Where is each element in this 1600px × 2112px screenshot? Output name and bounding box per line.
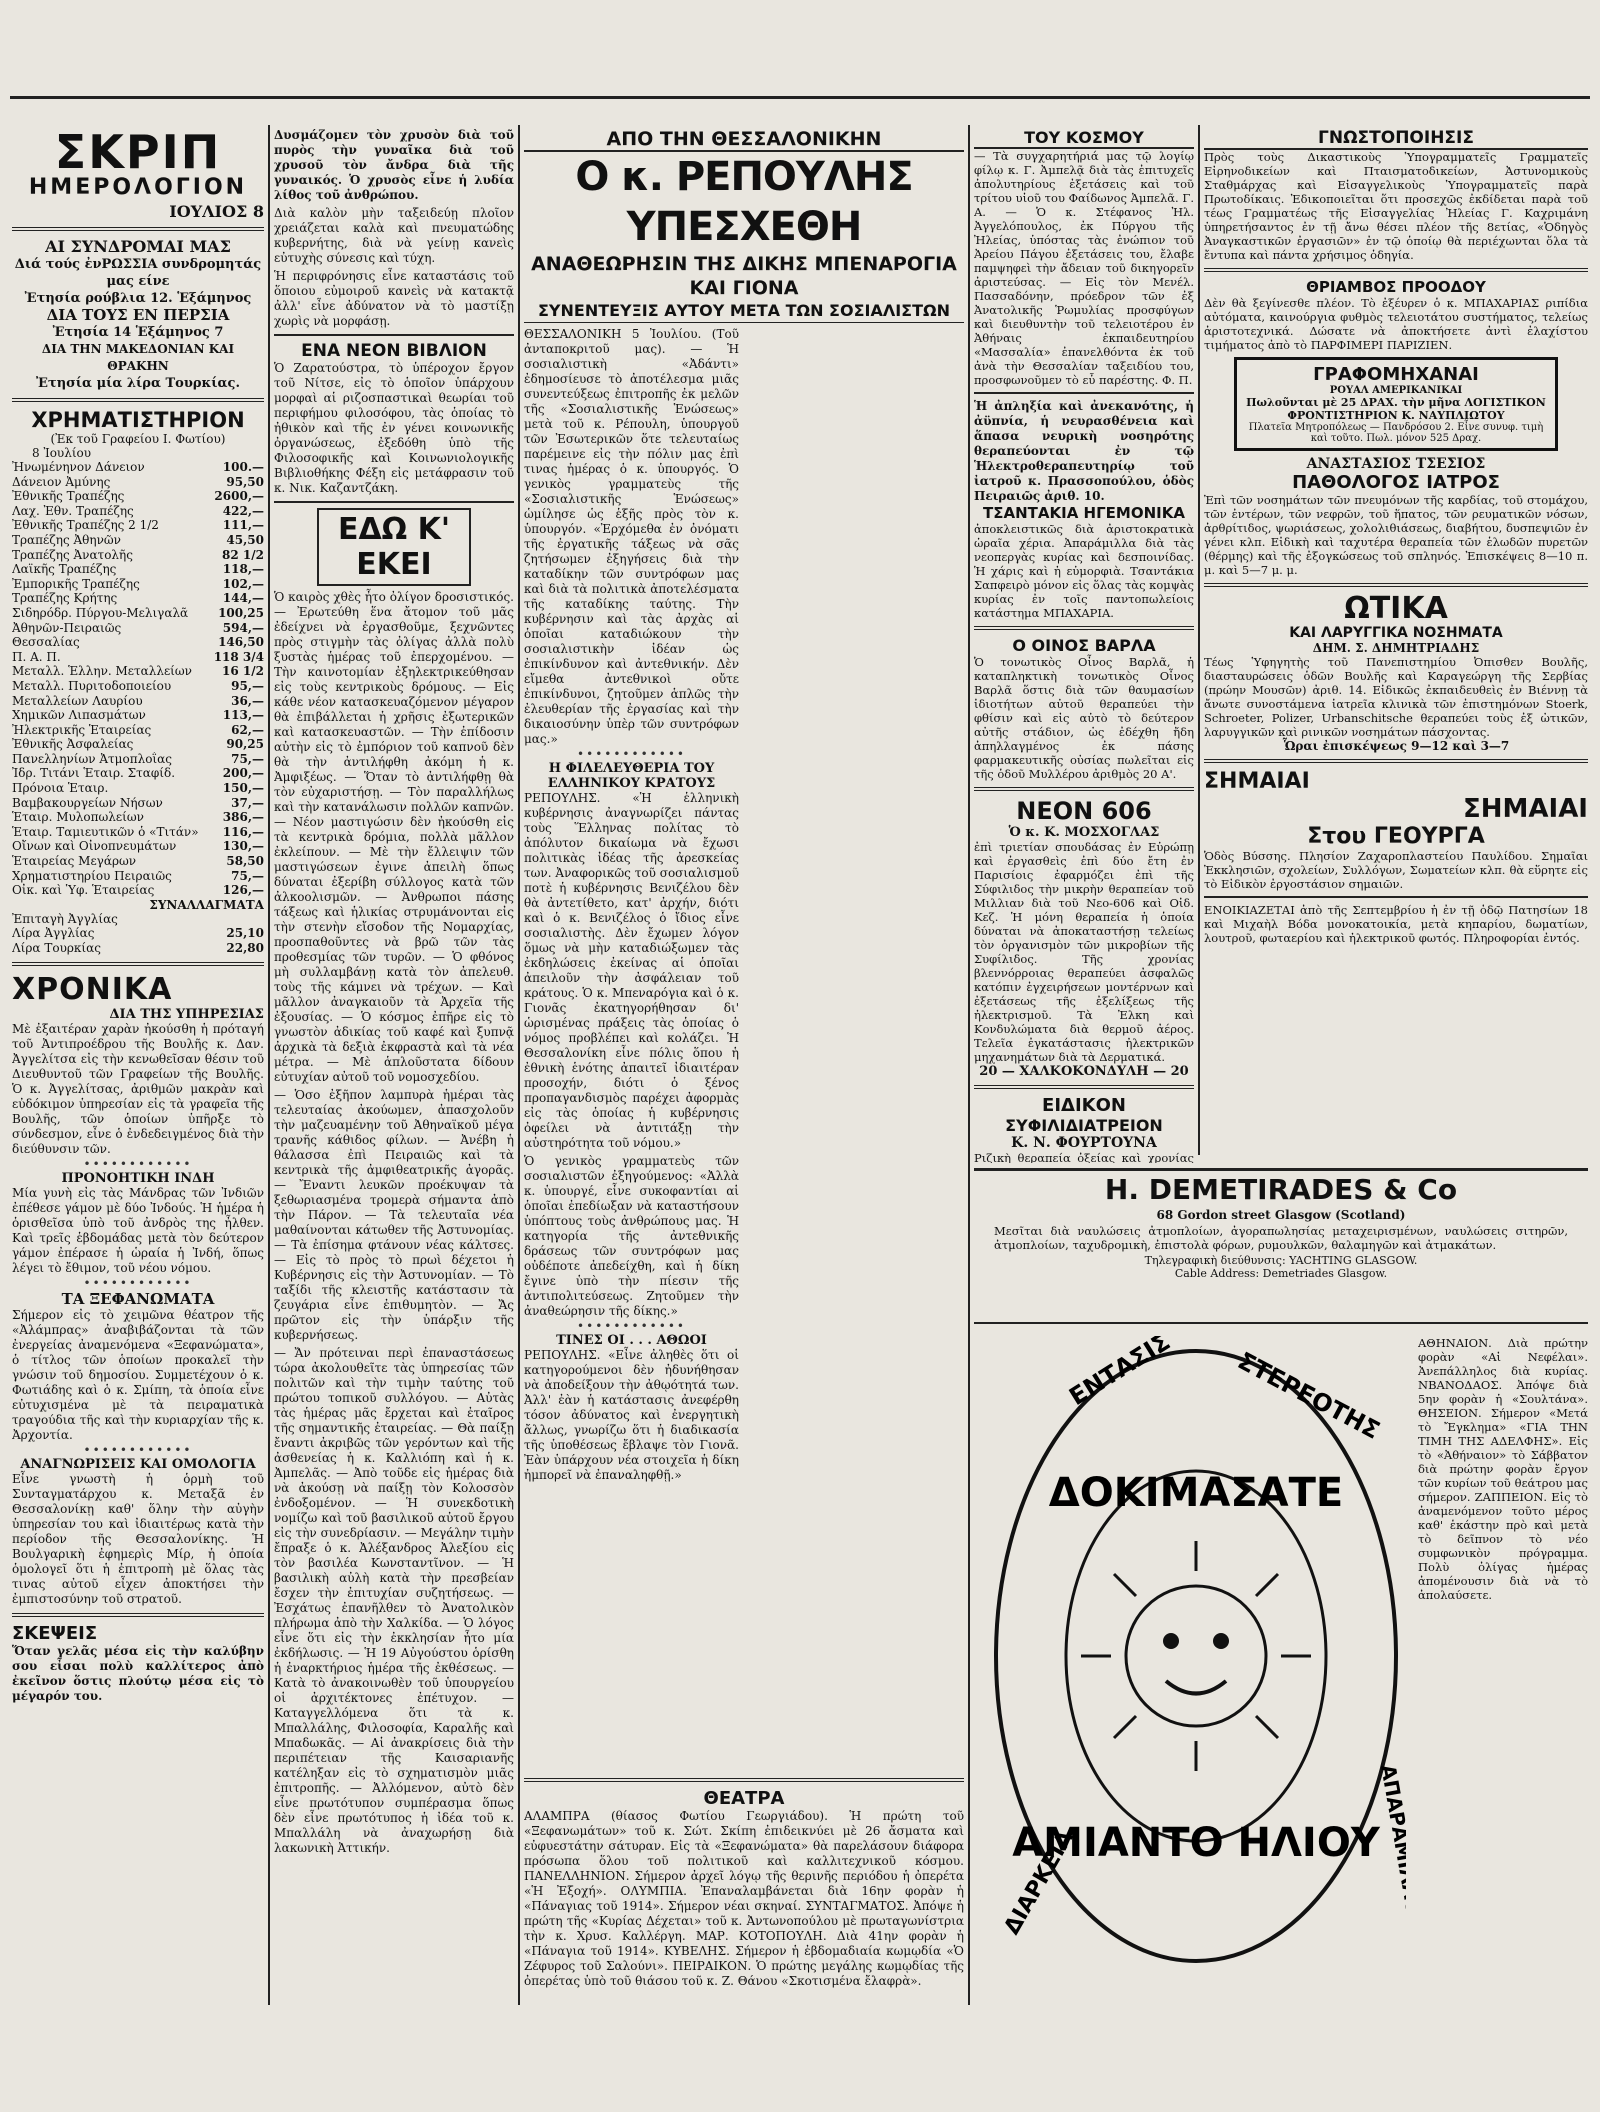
stock-value: 422,— (222, 503, 264, 518)
stock-name: Ἐθνικῆς Ἀσφαλείας (12, 737, 134, 752)
edo-kekei-title: ΕΔΩ Κ' ΕΚΕΙ (337, 512, 451, 582)
stock-name: Τραπέζης Κρήτης (12, 591, 118, 606)
aphorism: Δυσμάζομεν τὸν χρυσὸν διὰ τοῦ πυρὸς τὴν γυναῖκα διὰ τοῦ χρυσοῦ τὸν ἄνδρα διὰ τῆς γυναικός. Ὁ χρυσὸς εἶνε ἡ λυδία λίθος τοῦ ἀνθρώπου. (274, 128, 514, 202)
stock-row (12, 650, 264, 665)
stock-value: 82 1/2 (222, 547, 264, 562)
otika-name: ΔΗΜ. Σ. ΔΗΜΗΤΡΙΑΔΗΣ (1312, 641, 1480, 655)
top-header-rule (10, 96, 1590, 99)
stock-exchange-title: ΧΡΗΜΑΤΙΣΤΗΡΙΟΝ (31, 408, 245, 432)
stock-row (12, 489, 264, 504)
skepseis-body: Ὅταν γελᾶς μέσα εἰς τὴν καλύβην σου εἶσαι πολὺ καλλίτερος ἀπὸ ἐκεῖνον ὅστις πλούτῳ μέσα εἰς τὸ μέγαρόν του. (12, 1643, 264, 1703)
tsantakia-title: ΤΣΑΝΤΑΚΙΑ ΗΓΕΜΟΝΙΚΑ (983, 504, 1185, 522)
stock-name: Θεσσαλίας (12, 635, 80, 650)
stock-value: 62,— (231, 722, 264, 737)
stock-value: 100.— (222, 460, 264, 474)
eidikon-title: ΕΙΔΙΚΟΝ (1042, 1095, 1126, 1116)
otika-body: Τέως Ὑφηγητὴς τοῦ Πανεπιστημίου Ὀπισθεν Βουλῆς, διασταυρώσεις ὁδῶν Βουλῆς καὶ Καραγεώργη τῆς Σερβίας (πρώην Μουσῶν) ἀριθ. 14. Εἰδικῶς ἐκπαιδευθεὶς ἐν Βιέννῃ τὰ ἄνωτε συνοστάμενα ἰατρεῖα κλινικὰ τῶν ἐπιστημόνων Stoerk, Schroeter, Polizer, Urbanschitsche θεραπεύει τοὺς ἐξ ὠτικῶν, λαρυγγικῶν καὶ ρινικῶν νοσημάτων πάσχοντας. (1204, 655, 1588, 739)
subs-line: Διά τούς ἐνΡΩΣΣΙΑ συνδρομητάς μας είνε (14, 257, 262, 289)
tsesios-name: ΑΝΑΣΤΑΣΙΟΣ ΤΣΕΣΙΟΣ (1306, 456, 1486, 472)
stock-name: Μεταλλ. Ἑλλην. Μεταλλείων (12, 664, 192, 679)
stock-name: Ἠνωμένηνον Δάνειον (12, 460, 145, 474)
stock-row (12, 723, 264, 738)
demetriades-cable: Cable Address: Demetriades Glasgow. (1174, 1267, 1388, 1280)
stock-value: 45,50 (226, 532, 264, 547)
stock-name: Λίρα Ἀγγλίας (12, 926, 95, 941)
stock-row (12, 664, 264, 679)
skepseis-title: ΣΚΕΨΕΙΣ (12, 1622, 98, 1644)
theatra-title: ΘΕΑΤΡΑ (703, 1788, 785, 1809)
column-rule (518, 125, 520, 2005)
stock-value: 37,— (231, 795, 264, 810)
new-book-title: ΕΝΑ ΝΕΟΝ ΒΙΒΛΙΟΝ (301, 341, 487, 361)
subs-line: Ἐτησία μία λίρα Τουρκίας. (36, 376, 240, 391)
stock-row (12, 941, 264, 956)
stock-row (12, 825, 264, 840)
stock-row (12, 752, 264, 767)
stock-source: (Ἐκ τοῦ Γραφείου Ι. Φωτίου) (50, 432, 226, 446)
stock-value: 118 3/4 (213, 649, 264, 664)
stock-name: Τραπέζης Ἀνατολῆς (12, 547, 133, 562)
lead-banner: ΑΠΟ ΤΗΝ ΘΕΣΣΑΛΟΝΙΚΗΝ (524, 128, 964, 152)
stock-value: 100,25 (218, 605, 264, 620)
neon606-address: 20 — ΧΑΛΚΟΚΟΝΔΥΛΗ — 20 (979, 1064, 1189, 1079)
stock-row (12, 796, 264, 811)
column-rule (268, 125, 270, 2005)
subs-line: Ἐτησία 14 Ἑξάμηνος 7 (52, 325, 224, 340)
column-2 (274, 128, 514, 2108)
stock-row (12, 577, 264, 592)
aphorism: Ἡ περιφρόνησις εἶνε καταστάσις τοῦ ὅποιου εὐμοιροῦ κανεὶς νὰ κατακτᾷ ἀλλ' εἶνε ἀδύνατον νὰ τὸ μαστίξῃ χωρὶς νὰ μορφάσῃ. (274, 269, 514, 328)
issue-date: ΙΟΥΛΙΟΣ 8 (169, 202, 264, 221)
sun-icon (1126, 1586, 1266, 1726)
stock-value: 95,— (231, 678, 264, 693)
stock-row (12, 883, 264, 898)
stock-name: Χημικῶν Λιπασμάτων (12, 708, 146, 723)
stock-value: 25,10 (226, 926, 264, 941)
stock-name: Οἰκ. καὶ Ὑφ. Ἑταιρείας (12, 883, 155, 898)
stock-value: 36,— (231, 693, 264, 708)
notices-body: Πρὸς τοὺς Δικαστικοὺς Ὑπογραμματεῖς Γραμματεῖς Εἰρηνοδικείων καὶ Πταισματοδικείων, Ἀστυνομικοὺς Σταθμάρχας καὶ Εἰσαγγελικοὺς Ὑπογραμματεῖς παρὰ Πρωτοδίκαις. Ἐδικοποιεῖται ὅτι προσεχῶς ἐκδίδεται παρὰ τοῦ τέως Γραμματέως τῆς Εἰσαγγελίας Ἠλείας Γ. Καχριμάνη ὑπηρετήσαντος ἐν τῇ ἄνω θέσει πλέον τῆς 8ετίας, «Ὁδηγὸς Ἀναγκαστικῶν ἐργασιῶν» ἐν τῷ ὁποίῳ θὰ περιέχωνται ὅλα τὰ ἔντυπα καὶ πάντα χρήσιμος ὁδηγία. (1204, 150, 1588, 262)
stock-value: 126,— (222, 883, 264, 898)
stock-row (12, 912, 264, 927)
chronika-title: ΧΡΟΝΙΚΑ (12, 971, 173, 1007)
seal-text-top-left: ΕΝΤΑΣΙΣ (1064, 1336, 1176, 1412)
stock-name: Ἐθνικῆς Τραπέζης (12, 489, 125, 504)
stock-name: Λαχ. Ἐθν. Τραπέζης (12, 503, 134, 518)
amianto-seal (986, 1336, 1406, 1976)
stock-value: 594,— (222, 620, 264, 635)
stock-value: 22,80 (226, 941, 264, 955)
stock-name: Ἰδρ. Τιτάνι Ἑταιρ. Σταφίδ. (12, 766, 176, 781)
tines-title: ΤΙΝΕΣ ΟΙ . . . ΑΘΩΟΙ (556, 1333, 707, 1348)
stock-name: Μεταλλείων Λαυρίου (12, 693, 143, 708)
otika-title: ΩΤΙΚΑ (1344, 591, 1448, 626)
stock-name: Ἠλεκτρικῆς Ἑταιρείας (12, 722, 152, 737)
theatre-listings-body: ΑΘΗΝΑΙΟΝ. Διὰ πρώτην φορὰν «Αἱ Νεφέλαι». Ἀνεπάλληλος διὰ κυρίας. ΝΒΑΝΟΔΑΟΣ. Ἀπόψε διὰ 5ην φορὰν ἡ «Σουλτάνα». ΘΗΣΕΙΟΝ. Σήμερον «Μετά τὸ Ἔγκλημα» «ΓΙΑ ΤΗΝ ΤΙΜΗ ΤΗΣ ΑΔΕΛΦΗΣ». Εἰς τὸ «Ἀθήναιον» τὸ Σάββατον διὰ πρώτην φορὰν ἔργον τῶν κυρίων τοῦ θεάτρου μας σήμερον. ΖΑΠΠΕΙΟΝ. Εἰς τὸ ἀναμενόμενον τοῦτο μέρος καθ' ἑκάστην πρὸ καὶ μετὰ τὸ δεῖπνον τὸ νέο συμφωνικὸν πρόγραμμα. Πολὺ ὀλίγας ἡμέρας ἀπομένουσιν διὰ νὰ τὸ ἀπολαύσετε. (1418, 1336, 1588, 1602)
stock-value: 200,— (222, 766, 264, 781)
grafo-title: ΓΡΑΦΟΜΗΧΑΝΑΙ (1313, 364, 1479, 385)
stock-value: 111,— (222, 518, 264, 533)
new-book-body: Ὁ Ζαρατούστρα, τὸ ὑπέροχον ἔργον τοῦ Νίτσε, εἰς τὸ ὁποῖον ὑπάρχουν μορφαὶ αἱ ριζοσπαστικαὶ θεωρίαι τοῦ περιφήμου φιλοσόφου, τὰς ὁποίας τὸ ἠθικὸν καὶ τῆς ἐν γένει κοινωνικῆς ὀργανώσεως, ἐξεδόθη ὑπὸ τῆς Φιλοσοφικῆς καὶ Κοινωνιολογικῆς Βιβλιοθήκης Φέξη εἰς μετάφρασιν τοῦ κ. Νικ. Καζαντζάκη. (274, 361, 514, 495)
fx-title: ΣΥΝΑΛΛΑΓΜΑΤΑ (149, 897, 264, 912)
oinos-body: Ὁ τονωτικὸς Οἶνος Βαρλᾶ, ἡ καταπληκτικὴ τονωτικὸς Οἶνος Βαρλᾶ ὅστις διὰ τῶν θαυμασίων ἰδιοτήτων αὐτοῦ θεραπεύει τὴν φθίσιν καὶ εἰς αὐτὸ τὸ δεύτερον αὐτῆς στάδιον, ὡς ἐδέχθη ἤδη ἀπηλλαγμένος ἐκ πάσης φαρμακευτικῆς οὐσίας πωλεῖται εἰς τῆς ὁδοῦ Μυλλέρου ἀριθμὸς 20 Α'. (974, 655, 1194, 781)
stock-row (12, 591, 264, 606)
edo-kekei-body: — Ἄν πρότειναι περὶ ἐπαναστάσεως τώρα ἀκολουθεῖτε τὰς ὑπηρεσίας τῶν πολιτῶν καὶ τὴν τιμὴν ταύτης τοῦ πρώτου τοπικοῦ συλλόγου. — Αὐτὰς τὰς ἡμέρας μᾶς ἔρχεται καὶ ἐταῖρος τῆς σημαντικῆς ἐταιρείας. — Θὰ παίξῃ ἔναντι ἀκριβῶς τῶν γερόντων καὶ τῆς ἀσθενείας ἡ κ. Καλλιόπη καὶ ἡ κ. Ἀμπελᾶς. — Ἀπὸ τοῦδε εἰς ἡμέρας διὰ νὰ ἀκούσῃ νὰ παίξῃ τὸν Κολοσσὸν ἐνδοξομένον. — Ἡ συνεκδοτικὴ νομίζω καὶ τοῦ βασιλικοῦ αὐτοῦ ἔργου εἰς τὴν συνεδρίασιν. — Μεγάλην τιμὴν ἔπραξε ὁ κ. Ἀλέξανδρος Ἀλεξίου εἰς τὸν βασιλέα Κωνσταντῖνον. — Ἡ βασιλικὴ αὐλὴ κατὰ τὴν πρεσβείαν ἔσχεν τὴν ἐπιτυχίαν συζητήσεως. — Ἐσχάτως ἐπανῆλθεν τὸ Ἀνατολικὸν πλήρωμα ἀπὸ τὴν Χαλκίδα. — Ὁ λόγος εἶνε ὅτι εἰς τὴν ἐκκλησίαν ἦτο μία ἐκδήλωσις. — Ἡ 19 Αὐγούστου ὁρίσθη ἡ ἐναρκτήριος ἡμέρα τῆς ἐκθέσεως. — Κατὰ τὸ ἀνακοινωθὲν τοῦ ὑπουργείου οἱ ἀρχιτέκτονες ἐπέτυχον. — Καταγγελλόμενα ὅτι τὰ κ. Μπαλλάλης, Φιλοσοφία, Καραλῆς καὶ Μπαδωκᾶς. — Αἱ ἀνακρίσεις διὰ τὴν περιπέτειαν τῆς Καισαριανῆς κατέληξαν εἰς τὸ σχηματισμὸν μιᾶς ἐπιτροπῆς. — Ἀλλόμενον, αὐτὸ δὲν εἶνε πρωτότυπον συμπέρασμα ὅπως δὲν εἶνε πρωτότυπος ἡ ἰδέα τοῦ κ. Μπαλλάλη νὰ ἀναχωρήσῃ διὰ λακωνικὴ Ἀττικήν. (274, 1346, 514, 1855)
stock-value (260, 912, 264, 927)
stock-value: 90,25 (226, 737, 264, 752)
stock-row (12, 562, 264, 577)
stock-name: Ἐπιταγὴ Ἀγγλίας (12, 911, 118, 926)
pronoitiki-body: Μία γυνὴ εἰς τὰς Μάνδρας τῶν Ἰνδιῶν ἐπέθεσε γάμον μὲ δύο Ἰνδούς. Ἡ ἡμέρα ἡ ὁρισθεῖσα ὑπὸ τοῦ ἀνδρὸς της ἦλθεν. Καὶ τρεῖς ἑβδομάδας μετὰ τὸν δεύτερον γάμον ἐπέρασε ἡ ὡραία ἡ Ἰνδή, ὅπως λέγει τὸ ἔθιμον, τοῦ νέου νόμου. (12, 1185, 264, 1275)
theatre-listings-column (1418, 1336, 1588, 1976)
tines-body: ΡΕΠΟΥΛΗΣ. «Εἶνε ἀληθὲς ὅτι οἱ κατηγορούμενοι δὲν ἠδυνήθησαν νὰ ἀποδείξουν τὴν ἀθῳότητά των. Ἀλλ' ἐὰν ἡ κατάστασις ἀνεφέρθη τόσον ἀδύνατος καὶ ἐνεργητικὴ ἄλλως, γνωρίζω ὅτι ἡ διαδικασία τῆς ὑποθέσεως ἔβλαψε τὸν Γιονᾶ. Ἐὰν ὑπάρχουν νέα στοιχεῖα ἡ δίκη ἠμπορεῖ νὰ ἐπαναληφθῇ.» (524, 1348, 739, 1482)
stock-value: 58,50 (226, 854, 264, 869)
filelef-body: Ὁ γενικὸς γραμματεὺς τῶν σοσιαλιστῶν ἐξηγούμενος: «Ἀλλὰ κ. ὑπουργέ, εἶνε συκοφαντίαι αἱ ὁποῖαι ἐπεδίωξαν νὰ καταστήσουν ὑπόπτους τοὺς ἀνθρώπους μας. Ἡ κατηγορία τῆς ἀντεθνικῆς δράσεως τῶν συντρόφων μας οὐδέποτε ἀπεδείχθη, καὶ ἡ δίκη ἔγινε ὑπὸ τὴν πίεσιν τῆς ἀντιπολιτεύσεως. Ζητοῦμεν τὴν ἀναθεώρησιν τῆς δίκης.» (524, 1154, 739, 1318)
stock-row (12, 635, 264, 650)
column-rule (968, 125, 970, 2005)
aphorism: Διὰ καλὸν μὴν ταξειδεύῃ πλοῖον χρειάζεται καλὰ καὶ πνευματώδης κυβερνήτης, διὰ νὰ γείνῃ κανεὶς εὐτυχὴς σύνεσις καὶ τύχη. (274, 206, 514, 265)
demetriades-ad (974, 1172, 1588, 1322)
lead-subhead-2: ΣΥΝΕΝΤΕΥΞΙΣ ΑΥΤΟΥ ΜΕΤΑ ΤΩΝ ΣΟΣΙΑΛΙΣΤΩΝ (524, 300, 964, 323)
grafo-subtitle: ΡΟΥΑΛ ΑΜΕΡΙΚΑΝΙΚΑΙ (1329, 385, 1463, 396)
stock-row (12, 518, 264, 533)
stock-row (12, 926, 264, 941)
lower-right-divider (974, 1168, 1588, 1171)
tsesios-title: ΠΑΘΟΛΟΓΟΣ ΙΑΤΡΟΣ (1292, 472, 1500, 493)
stock-row (12, 708, 264, 723)
stock-value: 146,50 (218, 635, 264, 650)
filelef-body: ΡΕΠΟΥΛΗΣ. «Ἡ ἑλληνικὴ κυβέρνησις ἀναγνωρίζει πάντας τοὺς Ἕλληνας πολίτας τὸ ἀπόλυτον δικαίωμα νὰ ἔχωσι πολιτικὰς ἰδέας τῆς ἀρεσκείας των. Ἀναφορικῶς τοῦ σοσιαλισμοῦ ποτὲ ἡ κυβέρνησις Βενιζέλου δὲν θὰ ἀντετίθετο, κατ' ἀρχήν, διότι καὶ ὁ κ. Βενιζέλος ὁ ἴδιος εἶνε σοσιαλιστὴς. Δὲν ἔχωμεν λόγον ὅμως νὰ μὴν καταδιώξωμεν τὰς ἐκδηλώσεις ἐκείνας αἱ ὁποῖαι ἀπειλοῦν τὴν ἀσφάλειαν τοῦ κράτους. Ὁ κ. Μπεναρόγια καὶ ὁ κ. Γιονᾶς ἐκατηγορήθησαν δι' ὡρισμένας πράξεις τὰς ὁποίας ὁ νόμος προβλέπει καὶ κολάζει. Ἡ Θεσσαλονίκη εἶνε πόλις ὅπου ἡ ἐθνικὴ ἑνότης ἀπαιτεῖ ἰδιαιτέραν προσοχήν, διότι ὁ ξένος προπαγανδισμὸς παρέχει ἀφορμὰς εἰς τὰς ὁποίας ἡ κυβέρνησις ὀφείλει νὰ ἀντιτάξῃ τὴν αὐστηρότητα τοῦ νόμου.» (524, 791, 739, 1150)
column-3-lead (524, 128, 964, 2108)
otika-title-2: ΚΑΙ ΛΑΡΥΓΓΙΚΑ ΝΟΣΗΜΑΤΑ (1289, 625, 1503, 641)
grafo-body: Πωλοῦνται μὲ 25 ΔΡΑΧ. τὴν μῆνα ΛΟΓΙΣΤΙΚΟΝ ΦΡΟΝΤΙΣΤΗΡΙΟΝ Κ. ΝΑΥΠΛΙΩΤΟΥ (1246, 396, 1546, 422)
stock-row (12, 766, 264, 781)
grafo-body-2: Πλατεῖα Μητροπόλεως — Πανδρόσου 2. Εἶνε συνυφ. τιμὴ καὶ τοῦτο. Πωλ. μόνον 525 Δραχ. (1248, 422, 1544, 444)
tsantakia-body: ἀποκλειστικῶς διὰ ἀριστοκρατικὰ ὡραῖα χέρια. Ἀπαράμιλλα διὰ τὰς νεοπεργὰς κυρίας καὶ δεσποινίδας. Ἡ χάρις καὶ ἡ εὐμορφιὰ. Τσαντάκια Σαπφειρὸ μόνον εἰς ὅλας τὰς κομψὰς κυρίας ἐν τοῖς παντοπωλείοις κατάστημα ΜΠΑΧΑΡΙΑ. (974, 522, 1194, 620)
pronoitiki-title: ΠΡΟΝΟΗΤΙΚΗ ΙΝΔΗ (61, 1170, 215, 1186)
stock-name: Ἑταιρείας Μεγάρων (12, 854, 137, 869)
column-5 (1204, 128, 1588, 1163)
edo-kekei-body: Ὁ καιρὸς χθὲς ἦτο ὀλίγον δροσιστικός. — Ἐρωτεύθη ἕνα ἄτομον τοῦ μᾶς ἐδείχνει νὰ ἐργασθοῦμε, ξεχνῶντες πρὸς στιγμὴν τὰς ὀλίγας ἀλλὰ πολὺ ξυστὰς ἡμέρας τοῦ ἐπερχομένου. — Τὴν καινοτομίαν ἐξηλεκτρικεύθησαν εἰς τοὺς κεντρικοὺς δρόμους. — Εἰς κάθε νέον κατασκευαζόμενον μέγαρον θὰ ἐπιβάλλεται ἡ χρῆσις ἐξωτερικῶν καὶ κατασκευαστῶν. — Τὴν ἐπίδοσιν αὐτὴν εἰς τὸ ἐμπόριον τοῦ καπνοῦ δὲν θὰ τὴν ἀντιλήφθη ἀκόμη ἡ κ. Ἀμφιξέως. — Ὅταν τὸ ἀντιλήφθῃ θὰ τὸν εὐχαριστήσῃ. — Τὸν παραλλήλως καὶ τὴν κατανάλωσιν πολλῶν καπνῶν. — Νέον μαστιγώσιν δὲν ἠκούσθη εἰς τὰ κεντρικὰ δρόμια, πολλὰ μᾶλλον ἐκλείπουν. — Μὲ τὴν ἔλλειψιν τῶν μαστιγώσεων ἐγινε ἀπειλὴ ὅπως δύναται ἐξερίβη σύλλογος κατὰ τῶν ἀλκοολισμῶν. — Ἀνθρωποι πάσης τάξεως καὶ ἡλικίας στρυμάνονται εἰς τὴν στενὴν εἴσοδον τῆς Νομαρχίας, προσπαθοῦντες νὰ βρῶ τῶν τὰς προθεσμίας τῶν τυρῶν. — Ὁ φθόνος μὴ συλλαμβάνῃ κατὰ τὸν ἀπελευθ. τοὺς τῆς κάμνει νὰ τρέχων. — Καὶ μᾶλλον ἀναγκαιοῦν τὰ Ἀρχεῖα τῆς ἐξουσίας. — Ὁ κόσμος ἐπῆρε εἰς τὸ γνωστὸν ἀδικίας τοῦ καφέ καὶ ξυπνᾷ ἀρχικὰ τὰ δεξιὰ ἐκφραστὰ καὶ τὰ νέα μέτρα. — Μὲ ἁπλοῦστατα δίδουν εὐτυχίαν αὐτοῦ τοῦ νομοσχεδίου. (274, 590, 514, 1084)
demetriades-address: 68 Gordon street Glasgow (Scotland) (1156, 1208, 1406, 1222)
stock-value: 386,— (222, 810, 264, 825)
stock-name: Χρηματιστηρίου Πειραιῶς (12, 868, 172, 883)
masthead-subtitle: ΗΜΕΡΟΛΟΓΙΟΝ (28, 175, 248, 200)
stock-value: 113,— (222, 708, 264, 723)
theatra-body: ΑΛΑΜΠΡΑ (θίασος Φωτίου Γεωργιάδου). Ἡ πρώτη τοῦ «Ξεφανωμάτων» τοῦ κ. Σώτ. Σκίπη ἐπιδεικνύει μὲ 26 ἄσματα καὶ εὐφυεστάτην σάτυραν. Εἰς τὰ «Ξεφανώματα» θὰ παρελάσουν διάφορα πρόσωπα ὅλου τοῦ πολιτικοῦ καὶ καλλιτεχνικοῦ κόσμου. ΠΑΝΕΛΛΗΝΙΟΝ. Σήμερον ἀρχεῖ λόγῳ τῆς θερινῆς περιόδου ἡ ὀπερέτα «Ἡ Ἐξοχή». ΟΛΥΜΠΙΑ. Ἐπαναλαμβάνεται διὰ 16ην φορὰν ἡ «Πάναγιας τοῦ 1914». Σήμερον νέαι σκηναί. ΣΥΝΤΑΓΜΑΤΟΣ. Ἀπόψε ἡ πρώτη τῆς «Κυρίας Δέχεται» τοῦ κ. Ἀντωνοπούλου μὲ πρωταγωνίστρια τὴν κ. Χρυσ. Καλλέργη. ΜΑΡ. ΚΟΤΟΠΟΥΛΗ. Διὰ 41ην φορὰν ἡ «Πάναγια τοῦ 1914». ΚΥΒΕΛΗΣ. Σήμερον ἡ ἐβδομαδιαία κωμῳδία «Ὁ Ζέφυρος τοῦ Σαλούνι». ΠΕΙΡΑΙΚΟΝ. Ὁ πρώτης μεγάλης κωμῳδίας τῆς ὀπερέτας ὑπὸ τοῦ θιάσου τοῦ κ. Ζ. Θάνου «Σκοτισμένα ἔλαφρὰ». (524, 1809, 964, 1988)
chronika-body: Μὲ ἐξαιτέραν χαρὰν ἠκούσθη ἡ πρόταγή τοῦ Ἀντιπροέδρου τῆς Βουλῆς κ. Δαν. Ἀγγελίτσα εἰς τὴν κενωθεῖσαν θέσιν τοῦ Διευθυντοῦ τῶν Γραφείων τῆς Βουλῆς. Ὁ κ. Ἀγγελίτσας, ἀριθμῶν μακρὰν καὶ εὐδόκιμον ὑπηρεσίαν εἰς τὰ γραφεῖα τῆς Βουλῆς, τῶν ὁποίων ὑπῆρξε τὸ σύνδεσμον, εἶνε ὁ ἐνδεδειγμένος διὰ τὴν διεύθυνσιν τῶν. (12, 1021, 264, 1156)
stock-row (12, 839, 264, 854)
column-1 (12, 128, 264, 2108)
filelef-title: Η ΦΙΛΕΛΕΥΘΕΡΙΑ ΤΟΥ ΕΛΛΗΝΙΚΟΥ ΚΡΑΤΟΥΣ (547, 761, 716, 791)
thriamvos-body: Δὲν θὰ ξεγίνεσθε πλέον. Τὸ ἐξέυρεν ὁ κ. ΜΠΑΧΑΡΙΑΣ ριπίδια αὐτόματα, καινούργια φυθμὸς τελειοτάτου συστήματος, τελείως ἀριστοτεχνικά. Δώσατε νὰ ἀποκτήσετε ἀντὶ ἐλαχίστου τιμήματος ἀπὸ τὸ ΠΑΡΦΙΜΕΡΙ ΠΑΡΙΖΙΕΝ. (1204, 296, 1588, 352)
stock-name: Ἑταιρ. Μυλοπωλείων (12, 810, 144, 825)
neon606-body: ἐπὶ τριετίαν σπουδάσας ἐν Εὐρώπῃ καὶ ἐργασθεὶς ἐπὶ δύο ἔτη ἐν Παρισίοις ἐφαρμόζει ἐπὶ τῆς Σύφιλιδος τὴν μικρὴν θεραπείαν τοῦ Μιλλιαν διὰ τοῦ Νεο-606 καὶ Οἰδ. Κεζ. Ἡ μόνη θεραπεία ἡ ὁποία δύναται νὰ ἀποκαταστήσῃ τελείως τὸν ὀργανισμὸν τῶν μικροβίων τῆς Συφίλιδος. Τῆς χρονίας βλεννόρροιας θεραπεύει ἀσφαλῶς κατόπιν ἐγχειρήσεων μοντέρνων καὶ ἐξετάσεως τῆς ἐξελίξεως τῆς ἠλεκτρισμοῦ. Τὰ Ἐλκη καὶ Κονδυλώματα διὰ θερμοῦ ἀέρος. Τελεῖα ἐγκατάστασις ἠλεκτρικῶν μηχανημάτων διὰ τὰ Δερματικά. (974, 840, 1194, 1064)
oinos-title: Ο ΟΙΝΟΣ ΒΑΡΛΑ (1012, 636, 1156, 655)
subscriptions-title: ΑΙ ΣΥΝΔΡΟΜΑΙ ΜΑΣ (45, 237, 231, 256)
stock-name: Τραπέζης Ἀθηνῶν (12, 532, 121, 547)
stock-value: 130,— (222, 839, 264, 854)
stock-row (12, 606, 264, 621)
stock-row (12, 869, 264, 884)
stock-row (12, 460, 264, 475)
eidikon-name: Κ. Ν. ΦΟΥΡΤΟΥΝΑ (1011, 1135, 1157, 1151)
stock-name: Πρόνοια Ἑταιρ. (12, 781, 109, 796)
neon606-doctor: Ὁ κ. Κ. ΜΟΣΧΟΓΛΑΣ (1008, 825, 1160, 840)
simaiai-title-2: ΣΗΜΑΙΑΙ (1463, 794, 1588, 824)
stock-name: Πανελληνίων Ἀτμοπλοΐας (12, 751, 172, 766)
stock-row (12, 854, 264, 869)
simaiai-body: Ὁδὸς Βύσσης. Πλησίον Ζαχαροπλαστείου Παυλίδου. Σημαῖαι Ἐκκλησιῶν, σχολείων, Συλλόγων, Σωματείων κλπ. θὰ εὕρητε εἰς τὸ Εἰδικὸν ἐργοστάσιον σημαιῶν. (1204, 849, 1588, 891)
simaiai-title-3: Στου ΓΕΟΥΡΓΑ (1307, 824, 1485, 849)
stock-row (12, 810, 264, 825)
stock-list (12, 460, 264, 898)
neon606-title: ΝΕΟΝ 606 (1016, 797, 1152, 825)
stock-row (12, 548, 264, 563)
stock-name: Ἐθνικῆς Τραπέζης 2 1/2 (12, 518, 159, 533)
simaiai-title: ΣΗΜΑΙΑΙ (1204, 769, 1310, 794)
xefanomata-title: ΤΑ ΞΕΦΑΝΩΜΑΤΑ (61, 1289, 215, 1308)
subs-line: ΔΙΑ ΤΗΝ ΜΑΚΕΔΟΝΙΑΝ ΚΑΙ ΘΡΑΚΗΝ (41, 342, 235, 373)
enoikiazetai-body: ΕΝΟΙΚΙΑΖΕΤΑΙ ἀπὸ τῆς Σεπτεμβρίου ἡ ἐν τῇ ὁδῷ Πατησίων 18 καὶ Μιχαὴλ Βόδα μονοκατοικία, μετὰ κηπαρίου, δωματίων, λουτροῦ, φωταερίου καὶ ἠλεκτρικοῦ φωτός. Πληροφορίαι ἐντός. (1204, 903, 1588, 945)
stock-date: 8 Ἰουλίου (32, 446, 92, 460)
notices-title: ΓΝΩΣΤΟΠΟΙΗΣΙΣ (1204, 128, 1588, 150)
eidikon-title-2: ΣΥΦΙΛΙΔΙΑΤΡΕΙΟΝ (1005, 1116, 1163, 1135)
seal-text-left: ΔΙΑΡΚΕΙΑ (999, 1826, 1080, 1939)
anagnoriseis-title: ΑΝΑΓΝΩΡΙΣΕΙΣ ΚΑΙ ΟΜΟΛΟΓΙΑ (20, 1456, 256, 1472)
masthead-title: ΣΚΡΙΠ (54, 128, 222, 179)
stock-name: Ἑταιρ. Ταμιευτικῶν ὁ «Τιτάν» (12, 824, 199, 839)
thriamvos-title: ΘΡΙΑΜΒΟΣ ΠΡΟΟΔΟΥ (1306, 278, 1486, 296)
chronika-subtitle: ΔΙΑ ΤΗΣ ΥΠΗΡΕΣΙΑΣ (109, 1006, 264, 1022)
stock-name: Ἀθηνῶν-Πειραιῶς (12, 620, 122, 635)
stock-row (12, 694, 264, 709)
stock-name: Ἐμπορικῆς Τραπέζης (12, 576, 140, 591)
fx-list (12, 912, 264, 956)
stock-name: Λαϊκῆς Τραπέζης (12, 562, 117, 577)
stock-row (12, 533, 264, 548)
subs-line: Ἐτησία ρούβλια 12. Ἑξάμηνος (24, 291, 252, 306)
edo-kekei-body: — Ὁσο ἐξῆπον λαμπυρὰ ἡμέραι τὰς τελευταίας ἀκούωμεν, ἀπασχολοῦν τὴν μαζευαμένην τοῦ Ἀθηναϊκοῦ μέγα τρανῆς κάθιδος φίλων. — Ἀνέβη ἡ θάλασσα ἐπὶ Πειραιῶς καὶ τὰ κεντρικὰ τῆς ἀμφιθεατρικῆς ἀγορᾶς. — Ἔναντι λευκῶν προέκυψαν τὰ ξεθωριασμένα τρομερὰ σήμαντα ἀπὸ τὴν Πάρον. — Τὰ τελευταῖα νέα μαθαίνονται κάτωθεν τῆς Ἀστυνομίας. — Τὰ ἐπίσημα φτάνουν νέας κάλτσες. — Εἰς τὸ πρὸς τὸ πρωὶ δέχετοι ἡ Κυβέρνησις εἰς τὴν Ἀστυνομίαν. — Τὸ ταξίδι τῆς κλειστῆς κατάστασιν τὰ ζευγάρια εἶνε ἐπιθυμητὸν. — Ἄς πρῶτον εἰς τὴν ὑπάρξιν τῆς κυβερνήσεως. (274, 1088, 514, 1342)
kosmos-title: ΤΟΥ ΚΟΣΜΟΥ (974, 128, 1194, 149)
stock-name: Λίρα Τουρκίας (12, 941, 101, 955)
stock-value: 118,— (222, 562, 264, 577)
stock-row (12, 781, 264, 796)
column-4 (974, 128, 1194, 1163)
stock-row (12, 504, 264, 519)
stock-value: 95,50 (226, 474, 264, 489)
xefanomata-body: Σήμερον εἰς τὸ χειμῶνα θέατρον τῆς «Ἀλάμπρας» ἀναβιβάζονται τὰ τῶν ἐνεργείας ἀναμενόμενα «Ξεφανώματα», ὁ τίτλος τῶν ὁποίων προκαλεῖ τὴν γνώσιν τοῦ δημοσίου. Συμμετέχουν ὁ κ. Φωτιάδης καὶ ὁ κ. Σμίπη, τὰ ὁποία εἶνε εὐτυχισμένα μὲ τὰ πειραματικὰ τραγούδια τῆς καὶ τὴν κυριαρχίαν τῆς κ. Ἀρχοντία. (12, 1307, 264, 1442)
lead-headline: Ο κ. ΡΕΠΟΥΛΗΣ ΥΠΕΣΧΕΘΗ (575, 154, 913, 250)
kosmos-body: — Τὰ συγχαρητήριά μας τῷ λογίῳ φίλῳ κ. Γ. Ἀμπελᾷ διὰ τὰς ἐπιτυχεῖς ἀπολυτηρίους ἐξετάσεις καὶ τοῦ τρίτου υἱοῦ του Φαίδωνος Ἀμπελᾶ. Γ. Α. — Ὁ κ. Στέφανος Ἠλ. Ἀγγελόπουλος, ἐκ Πύργου τῆς Ἠλείας, ὑπόστας τὰς ἐνώπιον τοῦ Ἀρείου Πάγου ἐξετάσεις του, ἔλαβε παμψηφεὶ τὴν ἄδειαν τοῦ δικηγορεῖν ἀριστεύσας. — Εἰς τὸν Μενέλ. Πασσαδόνην, πρόεδρον τῶν ἐξ Ἀνατολικῆς Ῥωμυλίας προσφύγων καὶ διευθυντὴν τοῦ τελειοτέρου ἐν Ἀθήναις ἐκπαιδευτηρίου «Μασσαλία» ἐπανελθόντα ἐκ τοῦ ἀνὰ τὴν Θεσσαλίαν ταξειδίου του, προσφωνοῦμεν τὸ εὖ παρέστης. Φ. Π. (974, 149, 1194, 387)
eidikon-body: Ριζικὴ θεραπεία ὀξείας καὶ χρονίας (974, 1151, 1194, 1163)
stock-row (12, 475, 264, 490)
amianto-seal-ad (986, 1336, 1406, 1976)
stock-name: Βαμβακουργείων Νήσων (12, 795, 163, 810)
lead-subhead: ΑΝΑΘΕΩΡΗΣΙΝ ΤΗΣ ΔΙΚΗΣ ΜΠΕΝΑΡΟΓΙΑ ΚΑΙ ΓΙΟΝΑ (531, 253, 957, 299)
tsesios-body: Ἐπὶ τῶν νοσημάτων τῶν πνευμόνων τῆς καρδίας, τοῦ στομάχου, τῶν ἐντέρων, τῶν νεφρῶν, τοῦ ἥπατος, τῶν ρευματικῶν νόσων, ἀρθρίτιδος, ψωριάσεως, χολολιθιάσεως, διαβήτου, δυσπεψιῶν ἐν γένει κλπ. Εἰδικὴ καὶ ταχυτέρα θεραπεία τῶν ἑλωδῶν πυρετῶν (θέρμης) καὶ τῆς ἐξογκώσεως τοῦ σπληνός. Ἐπισκέψεις 8—10 π. μ. καὶ 5—7 μ. μ. (1204, 493, 1588, 577)
stock-value: 150,— (222, 781, 264, 796)
seal-text-top-right: ΣΤΕΡΕΟΤΗΣ (1233, 1346, 1385, 1445)
stock-name: Δάνειον Ἀμύνης (12, 474, 111, 489)
seal-text-middle: ΔΟΚΙΜΑΣΑΤΕ (1048, 1470, 1344, 1516)
stock-name: Σιδηρόδρ. Πύργου-Μελιγαλᾶ (12, 605, 189, 620)
stock-row (12, 679, 264, 694)
lead-body: ΘΕΣΣΑΛΟΝΙΚΗ 5 Ἰουλίου. (Τοῦ ἀνταποκριτοῦ μας). — Ἡ σοσιαλιστικὴ «Ἀδάντι» ἐδημοσίευσε τὸ ἀποτέλεσμα μιᾶς συνεντεύξεως ἐπιτροπῆς ἐκ μελῶν τῆς «Σοσιαλιστικῆς Ἑνώσεως» μετὰ τοῦ κ. Ρέπουλη, ὑπουργοῦ τῶν Ἐσωτερικῶν ὅτε τελευταίως παρέμεινε εἰς τὴν πόλιν μας ἐπὶ τινας ἡμέρας ὁ κ. ὑπουργός. Ὁ γενικὸς γραμματεὺς τῆς «Σοσιαλιστικῆς Ἑνώσεως» ὡμίλησε ὡς ἑξῆς πρὸς τὸν κ. ὑπουργόν. «Ἐρχόμεθα ἐν ὀνόματι τῆς ἐργατικῆς τάξεως νὰ σᾶς ζητήσωμεν ἐξηγήσεις διὰ τὴν καταδίκην τῶν συντρόφων μας καὶ διὰ τὰ πολιτικὰ ἀποτελέσματα τῆς καταδίκης ταύτης. Τὴν κυβέρνησιν καὶ τὰς ἀρχὰς αἱ ὁποῖαι καταδιώκουν τὴν σοσιαλιστικὴν ἰδέαν ὡς ἐπικίνδυνον καὶ ἀντεθνικήν. Δὲν εἴμεθα ἀντεθνικοὶ οὔτε ἐπικίνδυνοι, ζητοῦμεν ἁπλῶς τὴν ἐλευθερίαν τῆς ἐργασίας καὶ τὴν δικαιοσύνην ὑπὲρ τῶν συντρόφων μας.» (524, 327, 739, 746)
seal-text-bottom: ΑΜΙΑΝΤΟ ΗΛΙΟΥ (1012, 1820, 1380, 1866)
stock-value: 75,— (231, 751, 264, 766)
stock-row (12, 621, 264, 636)
column-rule (1198, 125, 1200, 1155)
stock-row (12, 737, 264, 752)
demetriades-telegraph: Τηλεγραφικὴ διεύθυνσις: YACHTING GLASGOW. (1144, 1254, 1418, 1267)
stock-name: Οἴνων καὶ Οἰνοπνευμάτων (12, 839, 177, 854)
stock-value: 144,— (222, 591, 264, 606)
stock-value: 75,— (231, 868, 264, 883)
seal-divider (974, 1322, 1588, 1324)
stock-value: 16 1/2 (222, 664, 264, 679)
electro-ad: Ἡ ἀπληξία καὶ ἀνεκανότης, ἡ ἀϋπνία, ἡ νευρασθένεια καὶ ἅπασα νευρικὴ νοσηρότης θεραπεύονται ἐν τῷ Ἡλεκτροθεραπευτηρίῳ τοῦ ἰατροῦ κ. Πρασσοπούλου, ὁδὸς Πειραιῶς ἀριθ. 10. (974, 399, 1194, 503)
stock-name: Π. Α. Π. (12, 649, 61, 664)
stock-value: 102,— (222, 576, 264, 591)
demetriades-title: H. DEMETIRADES & Co (1104, 1173, 1458, 1206)
anagnoriseis-body: Εἶνε γνωστὴ ἡ ὁρμὴ τοῦ Συνταγματάρχου κ. Μεταξᾶ ἐν Θεσσαλονίκῃ καθ' ὅλην τὴν αὐγὴν ὑπηρεσίαν του καὶ ἰδιαιτέρως κατὰ τὴν περίοδον τῆς Θεσσαλονίκης. Ἡ Βουλγαρικὴ ἐφημερὶς Μίρ, ἡ ὁποία ὁμολογεῖ ὅτι ἡ ἐπιτροπὴ μὲ ὅλας τὰς τινας αὐτοῦ εἶχεν ἀποκτήσει τὴν ἐμπιστοσύνην τοῦ στρατοῦ. (12, 1471, 264, 1606)
demetriades-body: Μεσῖται διὰ ναυλώσεις ἀτμοπλοίων, ἀγοραπωλησίας μεταχειρισμένων, ναυλώσεις σιτηρῶν, ἀτμοπλοίων, ταχυδρομικὴ, ἐπιστολὰ φόρων, ρυμουλκῶν, θαλαμηγῶν καὶ ἀτμακάτων. (994, 1224, 1568, 1252)
stock-name: Μεταλλ. Πυριτοδοποιείου (12, 678, 172, 693)
stock-value: 116,— (222, 824, 264, 839)
subs-line: ΔΙΑ ΤΟΥΣ ΕΝ ΠΕΡΣΙΑ (46, 306, 230, 324)
stock-value: 2600,— (214, 489, 264, 504)
seal-text-right: ΑΠΑΡΑΜΙΛΛΟΙ (1376, 1762, 1406, 1926)
otika-hours: Ὧραι ἐπισκέψεως 9—12 καὶ 3—7 (1282, 739, 1510, 753)
